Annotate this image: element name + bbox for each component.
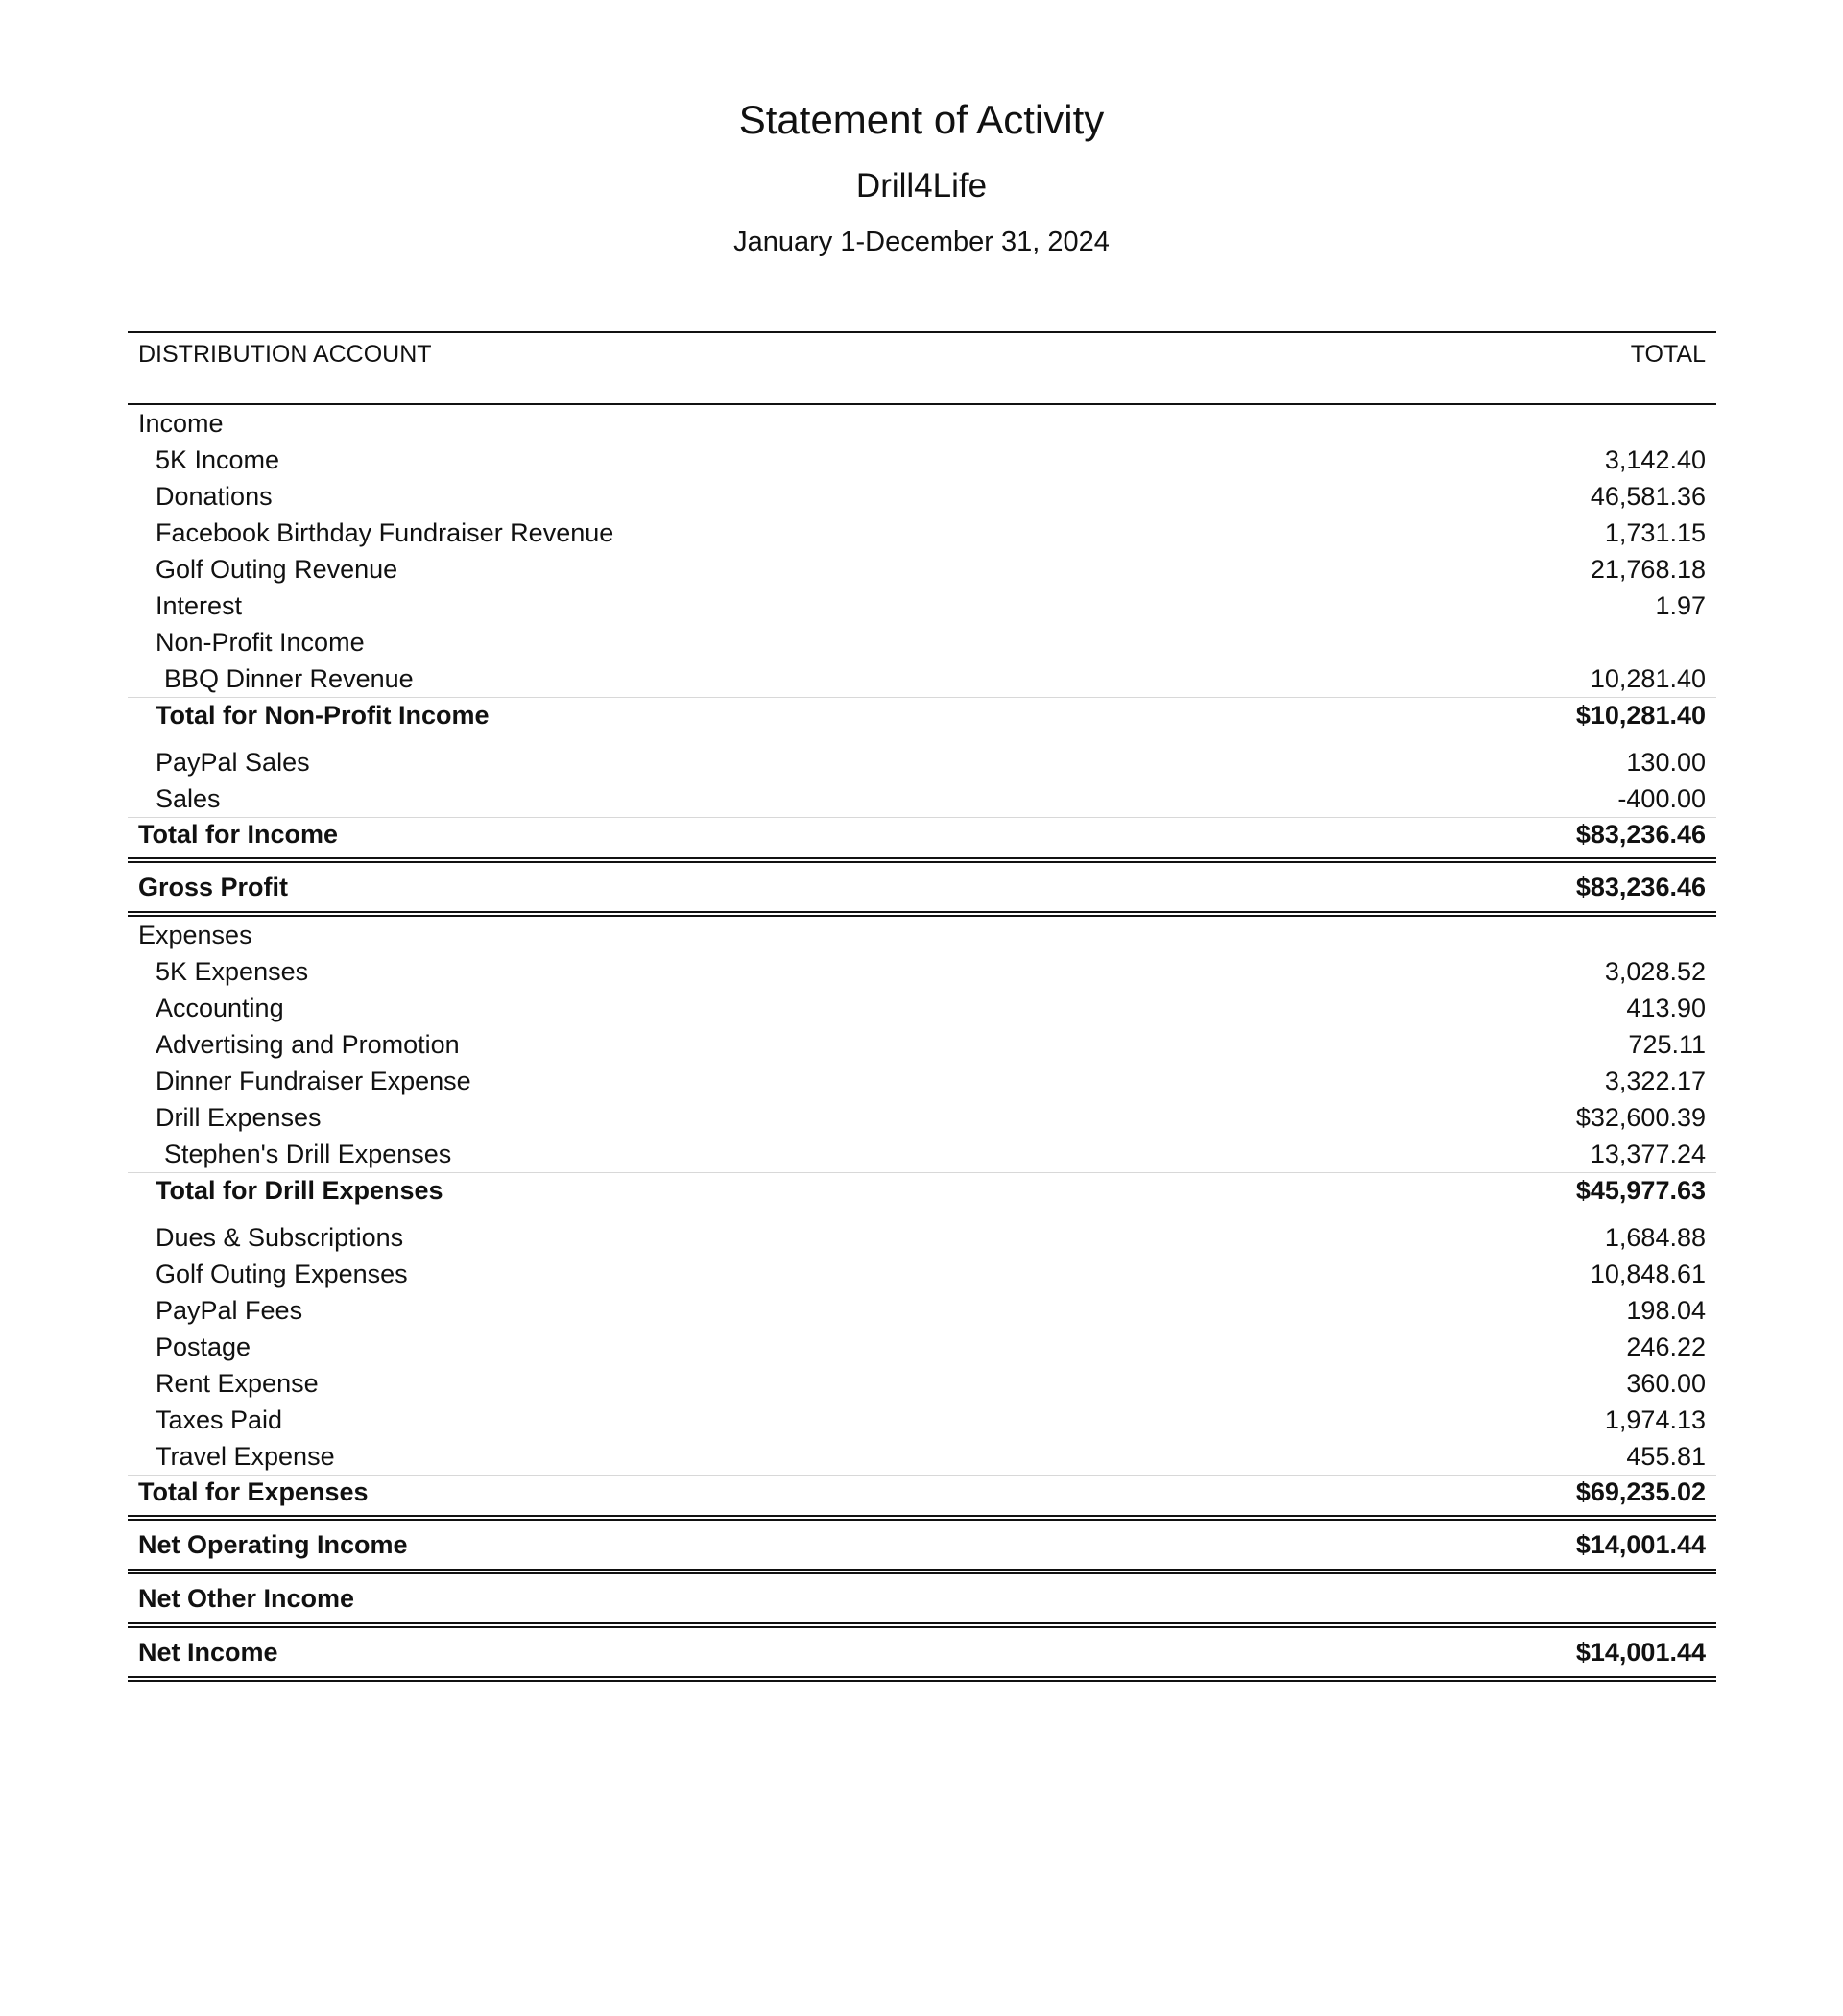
row-amount: 3,142.40 [1604, 444, 1706, 474]
row-amount: 46,581.36 [1590, 481, 1706, 511]
row-label: Advertising and Promotion [156, 1029, 460, 1059]
table-row [128, 515, 1716, 551]
row-amount: $45,977.63 [1575, 1176, 1706, 1205]
row-label: Accounting [156, 993, 284, 1022]
row-label: 5K Expenses [156, 956, 309, 986]
table-row [128, 478, 1716, 515]
row-amount: 3,028.52 [1604, 956, 1706, 986]
company-name: Drill4Life [855, 167, 988, 204]
row-label: Drill Expenses [156, 1102, 322, 1132]
row-amount: 246.22 [1626, 1332, 1706, 1361]
report-title: Statement of Activity [738, 97, 1105, 142]
row-amount: 360.00 [1626, 1368, 1706, 1398]
table-row [128, 1063, 1716, 1099]
row-label: Travel Expense [156, 1441, 335, 1471]
row-amount: 10,281.40 [1590, 663, 1706, 693]
row-amount: $14,001.44 [1575, 1529, 1706, 1559]
row-label: Non-Profit Income [156, 627, 365, 657]
total-expenses-row [128, 1475, 1716, 1521]
section-label: Expenses [138, 920, 252, 949]
column-account-header: DISTRIBUTION ACCOUNT [138, 341, 432, 368]
row-label: PayPal Fees [156, 1295, 303, 1325]
row-label: Net Operating Income [138, 1529, 408, 1559]
section-label: Income [138, 408, 224, 438]
row-label: Rent Expense [156, 1368, 319, 1398]
table-row [128, 442, 1716, 478]
row-label: Interest [156, 590, 243, 620]
table-row [128, 1292, 1716, 1329]
table-row [128, 588, 1716, 624]
row-amount: 3,322.17 [1604, 1066, 1706, 1095]
row-label: Net Other Income [138, 1583, 355, 1613]
table-row [128, 551, 1716, 588]
row-amount: 21,768.18 [1590, 554, 1706, 584]
row-label: Net Income [138, 1637, 278, 1667]
row-label: Sales [156, 783, 221, 813]
table-row [128, 744, 1716, 780]
table-row-drill [128, 1099, 1716, 1136]
report-period: January 1-December 31, 2024 [733, 227, 1110, 257]
row-label: BBQ Dinner Revenue [164, 663, 414, 693]
row-amount: 455.81 [1626, 1441, 1706, 1471]
row-label: Total for Drill Expenses [156, 1176, 443, 1205]
row-amount: 413.90 [1626, 993, 1706, 1022]
row-amount: -400.00 [1617, 783, 1706, 813]
column-total-header: TOTAL [1630, 341, 1706, 368]
row-amount: $14,001.44 [1575, 1637, 1706, 1667]
table-row [128, 1219, 1716, 1256]
table-row [128, 1329, 1716, 1365]
row-label: Taxes Paid [156, 1404, 283, 1434]
subtotal-row [128, 1172, 1716, 1209]
table-row [128, 660, 1716, 697]
report-table [128, 331, 1716, 1682]
section-income [128, 405, 1716, 442]
row-label: Golf Outing Revenue [156, 554, 398, 584]
row-amount: 198.04 [1626, 1295, 1706, 1325]
row-amount: 130.00 [1626, 747, 1706, 777]
row-label: Postage [156, 1332, 251, 1361]
column-header [128, 333, 1716, 405]
row-label: Donations [156, 481, 273, 511]
table-row [128, 990, 1716, 1026]
row-label: Total for Non-Profit Income [156, 701, 490, 730]
table-row [128, 1365, 1716, 1402]
table-row [128, 1136, 1716, 1172]
row-amount: 1,974.13 [1604, 1404, 1706, 1434]
row-label: Golf Outing Expenses [156, 1259, 408, 1288]
row-amount: $83,236.46 [1575, 872, 1706, 901]
row-amount: $69,235.02 [1575, 1477, 1706, 1506]
table-row [128, 780, 1716, 817]
row-amount: 13,377.24 [1590, 1139, 1706, 1168]
table-row [128, 1256, 1716, 1292]
table-row-nonprofit [128, 624, 1716, 660]
row-label: Total for Income [138, 820, 339, 849]
row-label: PayPal Sales [156, 747, 310, 777]
section-expenses [128, 917, 1716, 953]
table-row [128, 1438, 1716, 1475]
row-amount: 1,731.15 [1604, 517, 1706, 547]
net-income-row [128, 1628, 1716, 1682]
row-label: Gross Profit [138, 872, 289, 901]
total-income-row [128, 817, 1716, 863]
table-row [128, 1026, 1716, 1063]
gross-profit-row [128, 863, 1716, 917]
net-operating-income-row [128, 1521, 1716, 1574]
row-label: Stephen's Drill Expenses [164, 1139, 452, 1168]
table-row [128, 953, 1716, 990]
table-row [128, 1402, 1716, 1438]
row-amount: $10,281.40 [1575, 701, 1706, 730]
row-amount: $83,236.46 [1575, 820, 1706, 849]
net-other-income-row [128, 1574, 1716, 1628]
row-label: Dinner Fundraiser Expense [156, 1066, 471, 1095]
subtotal-row [128, 697, 1716, 733]
row-amount: 1,684.88 [1604, 1222, 1706, 1252]
row-label: Total for Expenses [138, 1477, 369, 1506]
row-amount: $32,600.39 [1575, 1102, 1706, 1132]
row-amount: 1.97 [1655, 590, 1706, 620]
row-label: Dues & Subscriptions [156, 1222, 404, 1252]
row-label: 5K Income [156, 444, 280, 474]
row-amount: 725.11 [1628, 1029, 1706, 1059]
row-label: Facebook Birthday Fundraiser Revenue [156, 517, 614, 547]
row-amount: 10,848.61 [1590, 1259, 1706, 1288]
